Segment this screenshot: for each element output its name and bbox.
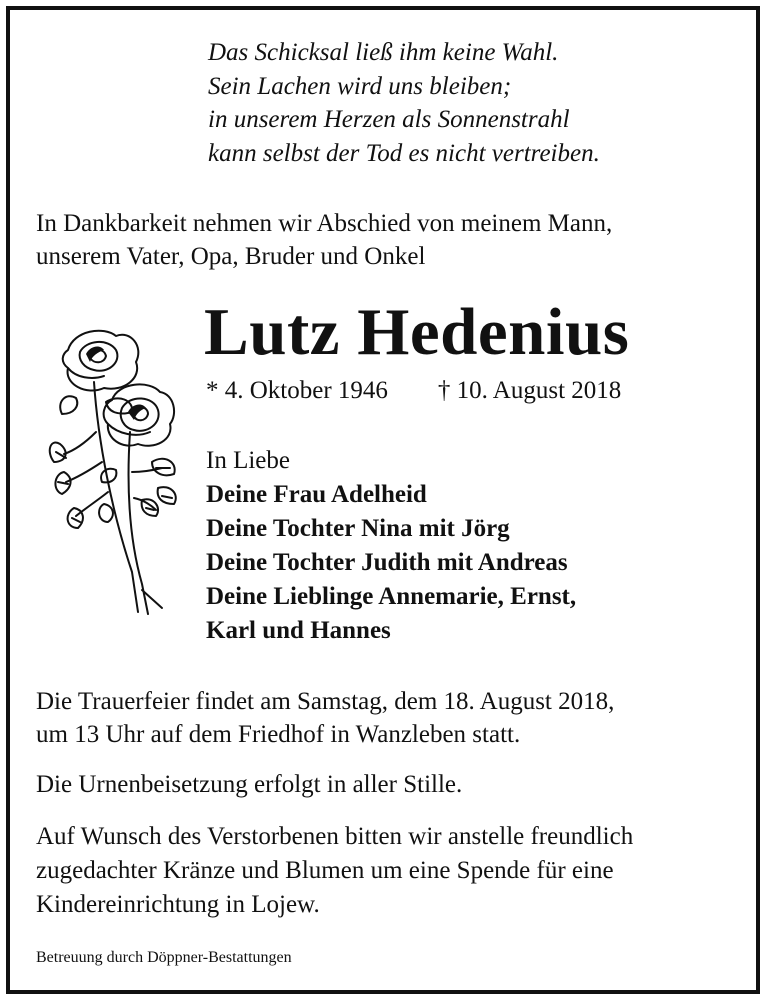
poem-line: in unserem Herzen als Sonnenstrahl bbox=[208, 106, 570, 133]
mourner-entry: Deine Frau Adelheid bbox=[206, 481, 427, 508]
urn-burial-info: Die Urnenbeisetzung erfolgt in aller Stille. bbox=[36, 771, 463, 798]
farewell-intro bbox=[36, 207, 736, 273]
intro-line: In Dankbarkeit nehmen wir Abschied von meinem Mann, bbox=[36, 210, 613, 237]
life-dates bbox=[206, 374, 621, 408]
funeral-home-credit: Betreuung durch Döppner-Bestattungen bbox=[36, 949, 292, 966]
mourner-entry: Deine Tochter Judith mit Andreas bbox=[206, 549, 568, 576]
funeral-service-info bbox=[36, 685, 614, 751]
death-date: † 10. August 2018 bbox=[437, 377, 622, 404]
birth-date: * 4. Oktober 1946 bbox=[206, 377, 388, 404]
wish-line: Auf Wunsch des Verstorbenen bitten wir anstelle freundlich bbox=[36, 823, 634, 850]
obituary-notice bbox=[6, 6, 760, 994]
mourners-intro: In Liebe bbox=[206, 447, 290, 474]
poem-line: kann selbst der Tod es nicht vertreiben. bbox=[208, 139, 600, 167]
roses-icon bbox=[46, 322, 186, 618]
mourner-entry: Deine Tochter Nina mit Jörg bbox=[206, 515, 510, 542]
intro-line: unserem Vater, Opa, Bruder und Onkel bbox=[36, 243, 426, 270]
ceremony-line: um 13 Uhr auf dem Friedhof in Wanzleben statt. bbox=[36, 721, 521, 748]
poem-line: Das Schicksal ließ ihm keine Wahl. bbox=[208, 39, 559, 66]
wish-line: zugedachter Kränze und Blumen um eine Spende für eine bbox=[36, 857, 614, 884]
mourner-entry: Deine Lieblinge Annemarie, Ernst, bbox=[206, 583, 577, 610]
mourner-entry: Karl und Hannes bbox=[206, 617, 391, 644]
deceased-name: Lutz Hedenius bbox=[204, 295, 630, 369]
mourners-list bbox=[206, 444, 576, 648]
ceremony-line: Die Trauerfeier findet am Samstag, dem 18. August 2018, bbox=[36, 688, 615, 715]
donation-request bbox=[36, 820, 633, 922]
memorial-poem bbox=[208, 36, 600, 170]
wish-line: Kindereinrichtung in Lojew. bbox=[36, 891, 320, 918]
poem-line: Sein Lachen wird uns bleiben; bbox=[208, 72, 512, 100]
